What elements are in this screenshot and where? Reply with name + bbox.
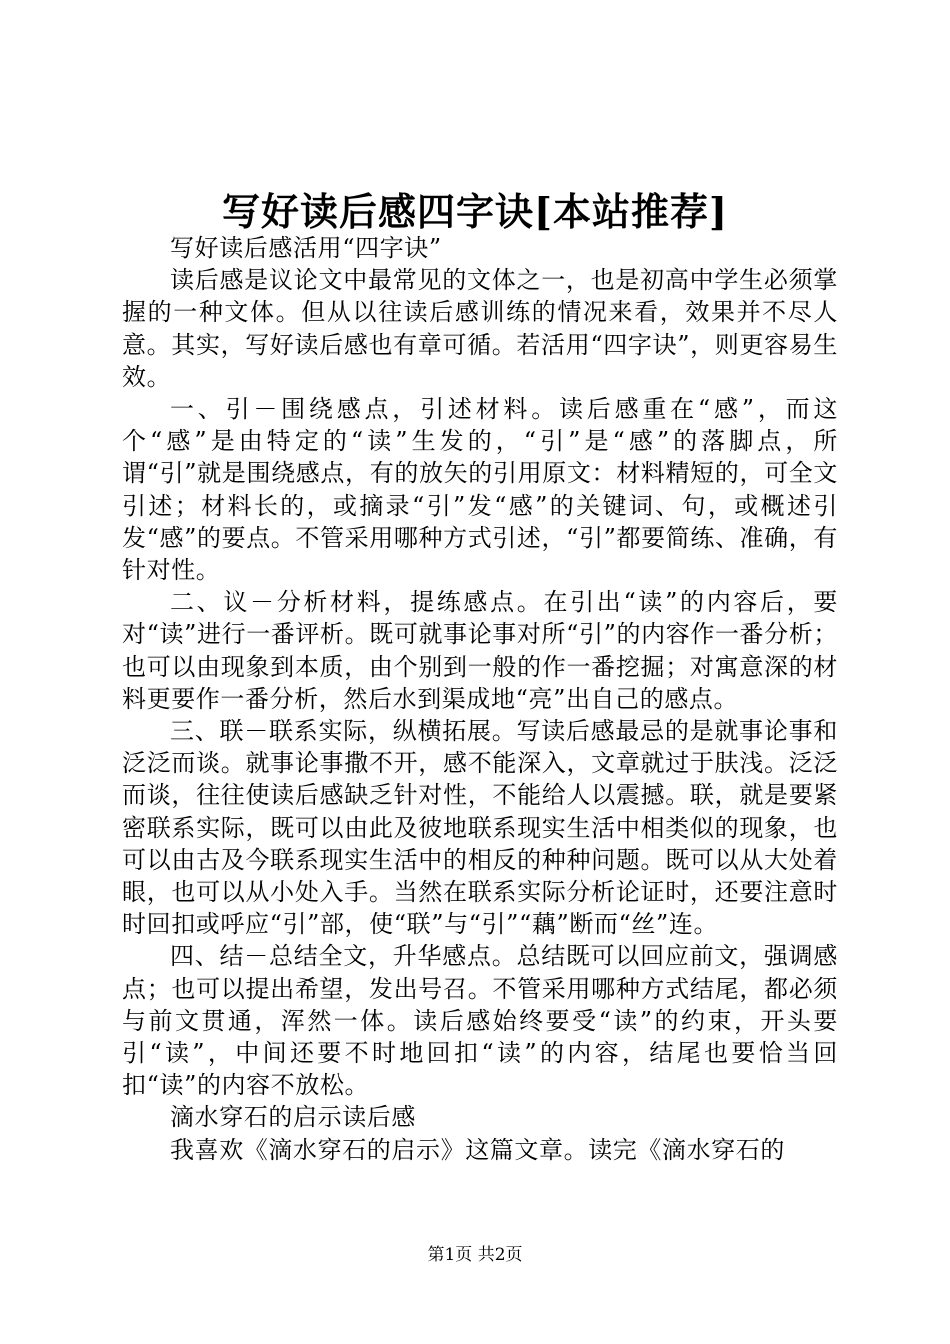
page-number-footer: 第1页 共2页: [427, 1245, 523, 1265]
paragraph-heading-2: 滴水穿石的启示读后感: [170, 1103, 416, 1132]
paragraph-yi: 二、议－分析材料，提练感点。在引出“读”的内容后，要对“读”进行一番评析。既可就事论事对所“引”的内容作一番分析；也可以由现象到本质，由个别到一般的作一番挖掘；对寓意深的材料更要作一番分析，然后水到渠成地“亮”出自己的感点。: [122, 588, 838, 713]
document-body: [122, 232, 838, 1166]
paragraph-lian: 三、联－联系实际，纵横拓展。写读后感最忌的是就事论事和泛泛而谈。就事论事撒不开，感不能深入，文章就过于肤浅。泛泛而谈，往往使读后感缺乏针对性，不能给人以震撼。联，就是要紧密联系实际，既可以由此及彼地联系现实生活中相类似的现象，也可以由古及今联系现实生活中的相反的种种问题。既可以从大处着眼，也可以从小处入手。当然在联系实际分析论证时，还要注意时时回扣或呼应“引”部，使“联”与“引”“藕”断而“丝”连。: [122, 717, 838, 939]
paragraph-intro: 读后感是议论文中最常见的文体之一，也是初高中学生必须掌握的一种文体。但从以往读后感训练的情况来看，效果并不尽人意。其实，写好读后感也有章可循。若活用“四字诀”，则更容易生效。: [122, 266, 838, 391]
paragraph-yin: 一、引－围绕感点，引述材料。读后感重在“感”，而这个“感”是由特定的“读”生发的，“引”是“感”的落脚点，所谓“引”就是围绕感点，有的放矢的引用原文：材料精短的，可全文引述；材料长的，或摘录“引”发“感”的关键词、句，或概述引发“感”的要点。不管采用哪种方式引述，“引”都要简练、准确，有针对性。: [122, 395, 838, 585]
document-title: 写好读后感四字诀[本站推荐]: [222, 189, 728, 234]
paragraph-essay-start: 我喜欢《滴水穿石的启示》这篇文章。读完《滴水穿石的: [170, 1135, 785, 1164]
paragraph-jie: 四、结－总结全文，升华感点。总结既可以回应前文，强调感点；也可以提出希望，发出号召。不管采用哪种方式结尾，都必须与前文贯通，浑然一体。读后感始终要受“读”的约束，开头要引“读”，中间还要不时地回扣“读”的内容，结尾也要恰当回扣“读”的内容不放松。: [122, 942, 838, 1100]
paragraph-subtitle: 写好读后感活用“四字诀”: [170, 234, 442, 262]
